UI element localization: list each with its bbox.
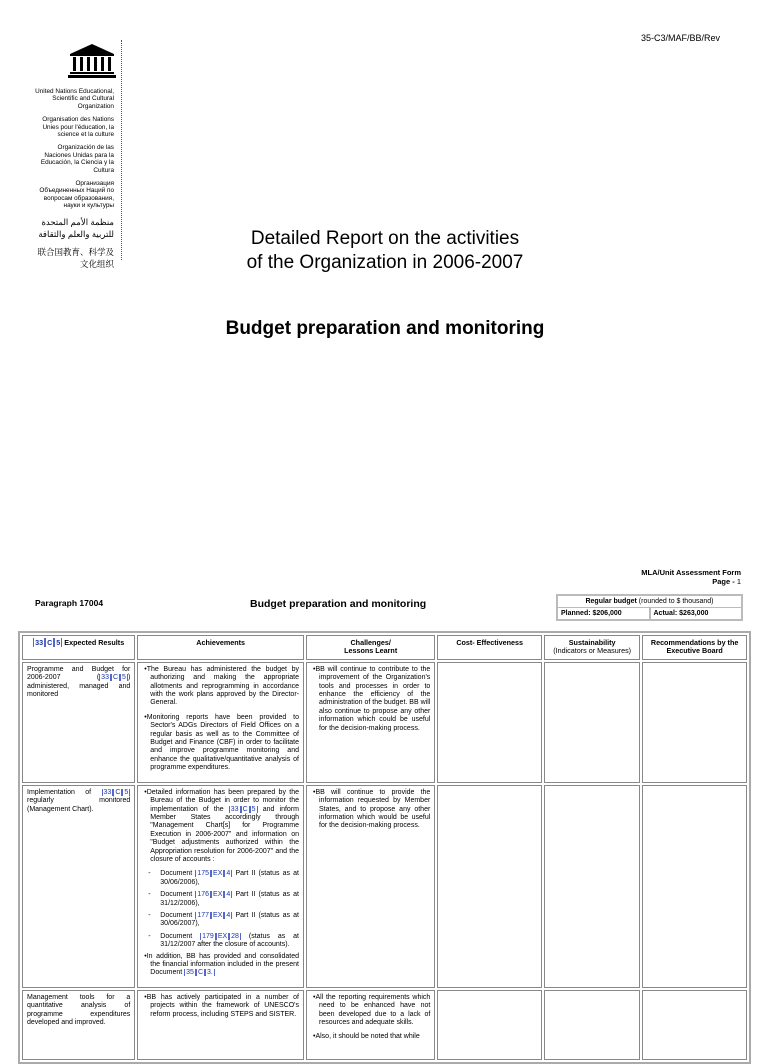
- header-sustainability-line1: Sustainability: [568, 638, 616, 647]
- link-ref[interactable]: C: [197, 969, 203, 977]
- assessment-table: [18, 631, 751, 1064]
- achievement-item: • The Bureau has administered the budget by authorizing and making the appropriate allotments and reprogramming in accordance with the work plans approved by the Director-General.: [142, 666, 299, 708]
- cell-expected-result: Management tools for a quantitative analysis of programme expenditures developed and improved.: [22, 990, 135, 1060]
- cell-cost-effectiveness: [437, 662, 542, 783]
- budget-header: [558, 596, 741, 608]
- section-title: Budget preparation and monitoring: [250, 598, 427, 610]
- cell-challenges: [306, 662, 435, 783]
- challenge-item: • BB will continue to contribute to the improvement of the Organization's tools and processes in order to enhance the efficiency of the administration of the budget. BB will also continue to propose any other information which could be useful for the decision-making process.: [311, 666, 430, 733]
- header-challenges: [306, 635, 435, 660]
- link-ref[interactable]: C: [47, 638, 53, 647]
- doc-label: Document: [160, 932, 193, 940]
- header-challenges-line2: Lessons Learnt: [344, 646, 398, 656]
- cell-challenges: [306, 990, 435, 1060]
- doc-status: Part II (status as at 31/12/2006),: [160, 891, 299, 907]
- challenge-item: • Also, it should be noted that while: [311, 1033, 430, 1041]
- achievement-text: Detailed information has been prepared by the Bureau of the Budget in order to monitor the implementation of the: [146, 788, 299, 813]
- org-name-ar: منظمة الأمم المتحدة للتربية والعلم والثقافة: [38, 216, 114, 239]
- link-ref[interactable]: EX: [213, 911, 223, 919]
- link-ref[interactable]: 28: [231, 932, 239, 940]
- org-name-en: United Nations Educational, Scientific and Cultural Organization: [35, 88, 114, 110]
- link-ref[interactable]: EX: [213, 891, 223, 899]
- document-item: [142, 870, 299, 887]
- report-title-line1: Detailed Report on the activities: [250, 228, 520, 249]
- expected-text: regularly monitored (Management Chart).: [27, 797, 131, 813]
- link-ref[interactable]: 4: [226, 911, 231, 919]
- link-ref[interactable]: EX: [217, 932, 228, 940]
- link-ref[interactable]: 175: [197, 870, 210, 878]
- link-ref[interactable]: 33: [103, 788, 112, 796]
- link-ref[interactable]: C: [112, 674, 119, 682]
- organization-names: [34, 88, 114, 276]
- planned-amount: Planned: $206,000: [558, 608, 651, 619]
- cell-achievements: [137, 785, 304, 988]
- table-row: [22, 990, 747, 1060]
- form-name: MLA/Unit Assessment Form: [641, 568, 741, 577]
- achievement-item: • Monitoring reports have been provided to Sector's ADGs Directors of Field Offices on a regular basis as well as to the Committee of Budget and Finance (CBF) in order to facilitate and improve programme monitoring and enhance the qualitative/quantitative analysis of programme expenditures.: [142, 714, 299, 773]
- cell-cost-effectiveness: [437, 990, 542, 1060]
- header-expected-results: [22, 635, 135, 660]
- header-achievements: Achievements: [137, 635, 304, 660]
- expected-text: Implementation of: [27, 788, 92, 796]
- doc-label: Document: [160, 870, 193, 878]
- table-header-row: [22, 635, 747, 660]
- header-sustainability-line2: (Indicators or Measures): [553, 646, 632, 656]
- link-ref[interactable]: C: [115, 788, 121, 796]
- doc-label: Document: [160, 891, 193, 899]
- challenge-item: • BB will continue to provide the information requested by Member States, and to propose any other information which would be useful for the decision-making process.: [311, 789, 430, 831]
- cell-expected-result: [22, 785, 135, 988]
- link-ref[interactable]: 3.: [207, 969, 213, 977]
- document-item: [142, 933, 299, 950]
- doc-status: Part II (status as at 30/06/2006),: [160, 870, 299, 886]
- expected-text: ) administered, managed and monitored: [27, 674, 131, 699]
- cell-sustainability: [544, 662, 640, 783]
- document-reference: 35-C3/MAF/BB/Rev: [641, 33, 721, 43]
- doc-status: Part II (status as at 30/06/2007),: [160, 911, 299, 928]
- link-ref[interactable]: 33: [230, 805, 239, 813]
- cell-achievements: [137, 990, 304, 1060]
- page-indicator: [560, 577, 741, 586]
- cell-challenges: [306, 785, 435, 988]
- paragraph-number: Paragraph 17004: [35, 598, 104, 608]
- budget-note: (rounded to $ thousand): [638, 598, 714, 605]
- report-title-line2: of the Organization in 2006-2007: [246, 252, 524, 273]
- expected-text: Programme and Budget for 2006-2007 (: [27, 665, 131, 682]
- achievement-item: [142, 953, 299, 978]
- org-name-es: Organización de las Naciones Unidas para la Educación, la Ciencia y la Cultura: [40, 144, 114, 174]
- link-ref[interactable]: 5: [56, 638, 61, 647]
- header-divider: [121, 40, 122, 260]
- link-ref[interactable]: 5: [124, 788, 129, 796]
- link-ref[interactable]: 176: [197, 891, 210, 899]
- org-name-zh: 联合国教育、科学及文化组织: [37, 246, 114, 269]
- cell-recommendations: [642, 990, 747, 1060]
- actual-amount: Actual: $263,000: [653, 610, 709, 617]
- link-ref[interactable]: EX: [213, 870, 223, 878]
- doc-label: Document: [160, 911, 193, 919]
- budget-label: Regular budget: [585, 598, 637, 605]
- table-row: [22, 662, 747, 783]
- report-title: [140, 227, 630, 275]
- cell-recommendations: [642, 662, 747, 783]
- table-row: [22, 785, 747, 988]
- achievement-item: • BB has actively participated in a number of projects within the framework of UNESCO's reform process, including STEPS and SISTER.: [142, 994, 299, 1019]
- link-ref[interactable]: C: [242, 805, 248, 813]
- form-header: [560, 568, 741, 586]
- link-ref[interactable]: 4: [226, 870, 231, 878]
- link-ref[interactable]: 33: [35, 638, 44, 647]
- page-number: 1: [736, 577, 741, 586]
- header-expected-label: Expected Results: [64, 638, 125, 647]
- cell-cost-effectiveness: [437, 785, 542, 988]
- header-recommendations-line1: Recommendations by the: [650, 638, 739, 647]
- doc-status: (status as at 31/12/2007 after the closure of accounts).: [160, 932, 299, 949]
- link-ref[interactable]: 33: [101, 674, 109, 682]
- document-item: [142, 912, 299, 929]
- header-recommendations-line2: Executive Board: [666, 646, 723, 656]
- link-ref[interactable]: 179: [202, 932, 214, 940]
- cell-sustainability: [544, 785, 640, 988]
- document-item: [142, 891, 299, 908]
- achievement-item: [142, 789, 299, 865]
- page-label: Page -: [712, 577, 737, 586]
- cell-sustainability: [544, 990, 640, 1060]
- cell-recommendations: [642, 785, 747, 988]
- link-ref[interactable]: 5: [122, 674, 126, 682]
- org-name-fr: Organisation des Nations Unies pour l'éducation, la science et la culture: [42, 116, 114, 139]
- header-challenges-line1: Challenges/: [350, 638, 391, 647]
- link-ref[interactable]: 5: [251, 805, 256, 813]
- link-ref[interactable]: 177: [197, 911, 210, 919]
- link-ref[interactable]: 35: [186, 969, 194, 977]
- header-cost-effectiveness: Cost- Effectiveness: [437, 635, 542, 660]
- header-recommendations: [642, 635, 747, 660]
- achievement-text: In addition, BB has provided and consolidated the financial information included in the present Document: [146, 952, 299, 977]
- link-ref[interactable]: 4: [226, 891, 231, 899]
- cell-achievements: [137, 662, 304, 783]
- org-name-ru: Организация Объединенных Наций по вопросам образования, науки и культуры: [39, 180, 114, 210]
- budget-box: [556, 594, 743, 621]
- cell-expected-result: [22, 662, 135, 783]
- unesco-logo: [66, 42, 118, 88]
- report-subtitle: Budget preparation and monitoring: [225, 318, 545, 339]
- header-sustainability: [544, 635, 640, 660]
- challenge-item: • All the reporting requirements which need to be enhanced have not been developed due to a lack of resources and adequate skills.: [311, 994, 430, 1028]
- achievement-text: and inform Member States accordingly through "Management Chart[s] for Programme Execution in 2006-2007" and information on "Budget adjustments authorized within the Appropriation resolution for 2006-2007" and the closure of accounts :: [150, 805, 299, 863]
